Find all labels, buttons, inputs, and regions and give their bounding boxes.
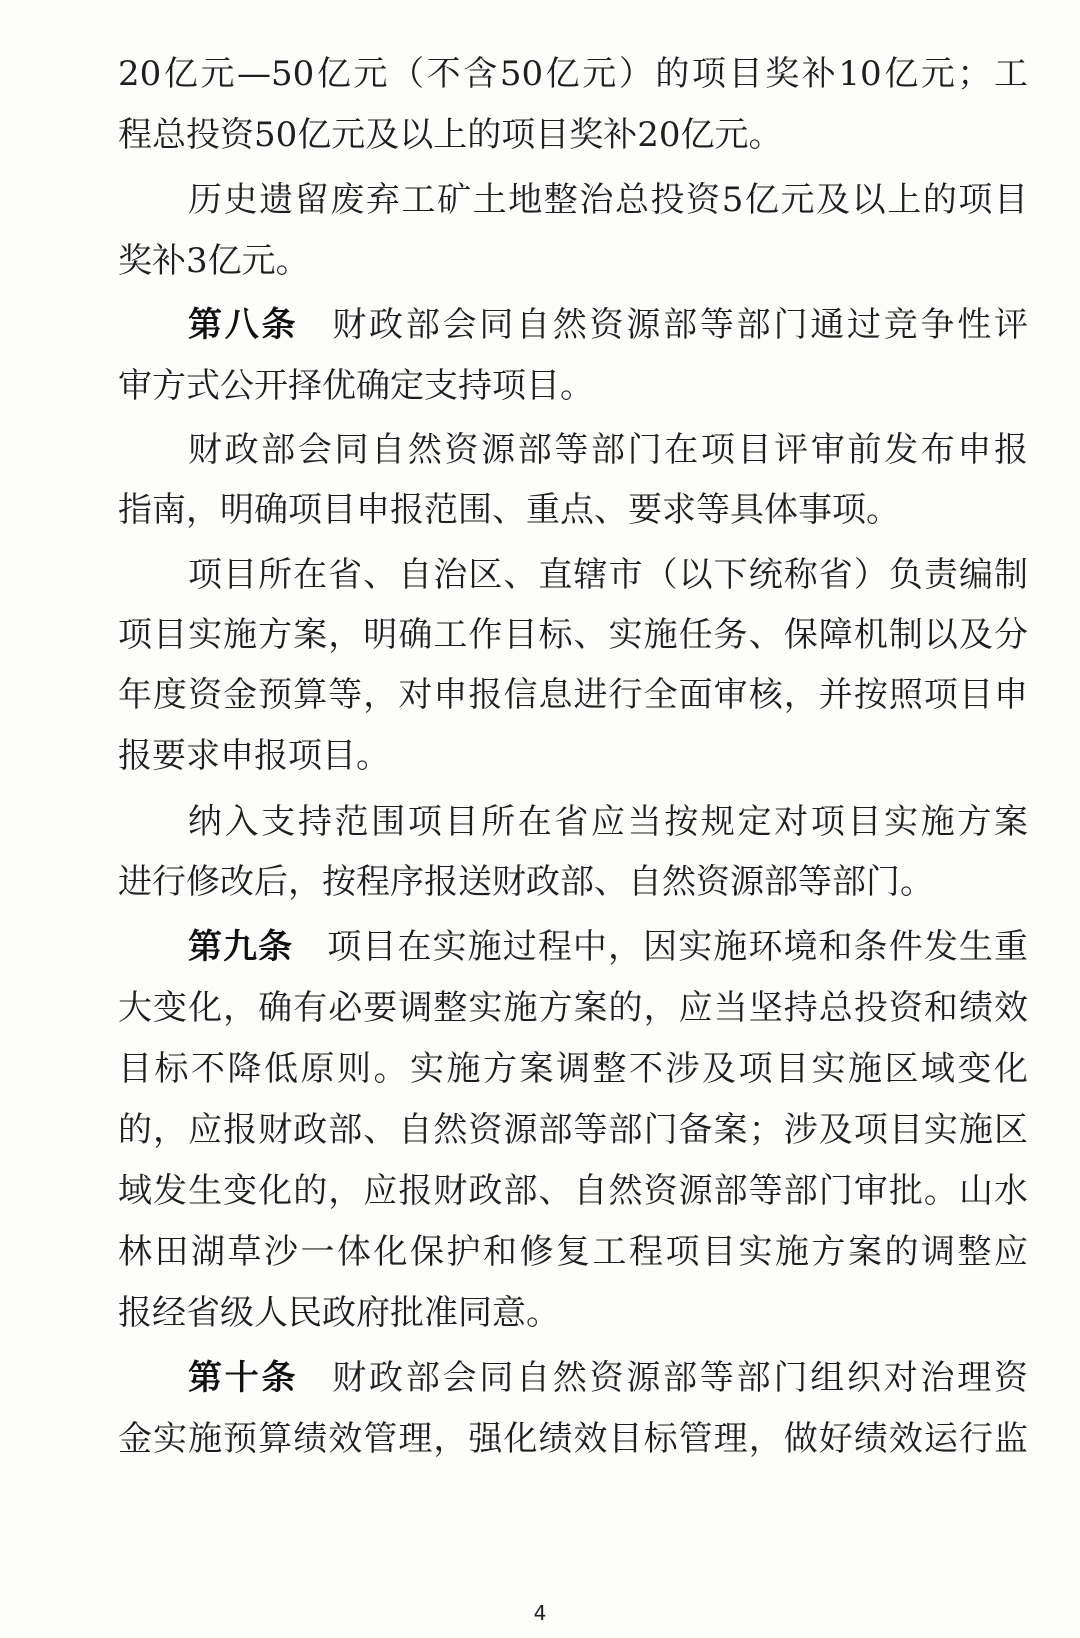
text-line: 项目实施方案，明确工作目标、实施任务、保障机制以及分 <box>118 615 1028 655</box>
text-line: 金实施预算绩效管理，强化绩效目标管理，做好绩效运行监 <box>118 1419 1028 1459</box>
article-10-line: 第十条 财政部会同自然资源部等部门组织对治理资 <box>188 1358 1029 1398</box>
page-number: 4 <box>533 1601 547 1625</box>
text-line: 历史遗留废弃工矿土地整治总投资5亿元及以上的项目 <box>188 180 1028 220</box>
text-line: 进行修改后，按程序报送财政部、自然资源部等部门。 <box>118 862 934 902</box>
text-line: 目标不降低原则。实施方案调整不涉及项目实施区域变化 <box>118 1049 1028 1089</box>
text-line: 的，应报财政部、自然资源部等部门备案；涉及项目实施区 <box>118 1110 1028 1150</box>
article-8-line: 第八条 财政部会同自然资源部等部门通过竞争性评 <box>188 305 1029 345</box>
text-line: 林田湖草沙一体化保护和修复工程项目实施方案的调整应 <box>118 1232 1028 1272</box>
text-line: 奖补3亿元。 <box>118 241 310 281</box>
text-line: 财政部会同自然资源部等部门在项目评审前发布申报 <box>188 430 1028 470</box>
article-8-heading: 第八条 <box>188 305 299 345</box>
text-line: 域发生变化的，应报财政部、自然资源部等部门审批。山水 <box>118 1171 1028 1211</box>
text-line: 纳入支持范围项目所在省应当按规定对项目实施方案 <box>188 802 1028 842</box>
text-line: 20亿元—50亿元（不含50亿元）的项目奖补10亿元；工 <box>118 54 1028 94</box>
text-line: 程总投资50亿元及以上的项目奖补20亿元。 <box>118 115 783 155</box>
text-line: 报要求申报项目。 <box>118 736 390 776</box>
text-line: 大变化，确有必要调整实施方案的，应当坚持总投资和绩效 <box>118 988 1028 1028</box>
text-line: 年度资金预算等，对申报信息进行全面审核，并按照项目申 <box>118 675 1028 715</box>
article-9-line: 第九条 项目在实施过程中，因实施环境和条件发生重 <box>188 927 1029 967</box>
text-line: 审方式公开择优确定支持项目。 <box>118 366 594 406</box>
article-10-heading: 第十条 <box>188 1358 299 1398</box>
text-line: 指南，明确项目申报范围、重点、要求等具体事项。 <box>118 490 900 530</box>
article-9-heading: 第九条 <box>188 927 294 967</box>
text-line: 项目所在省、自治区、直辖市（以下统称省）负责编制 <box>188 555 1028 595</box>
text-line: 报经省级人民政府批准同意。 <box>118 1293 560 1333</box>
